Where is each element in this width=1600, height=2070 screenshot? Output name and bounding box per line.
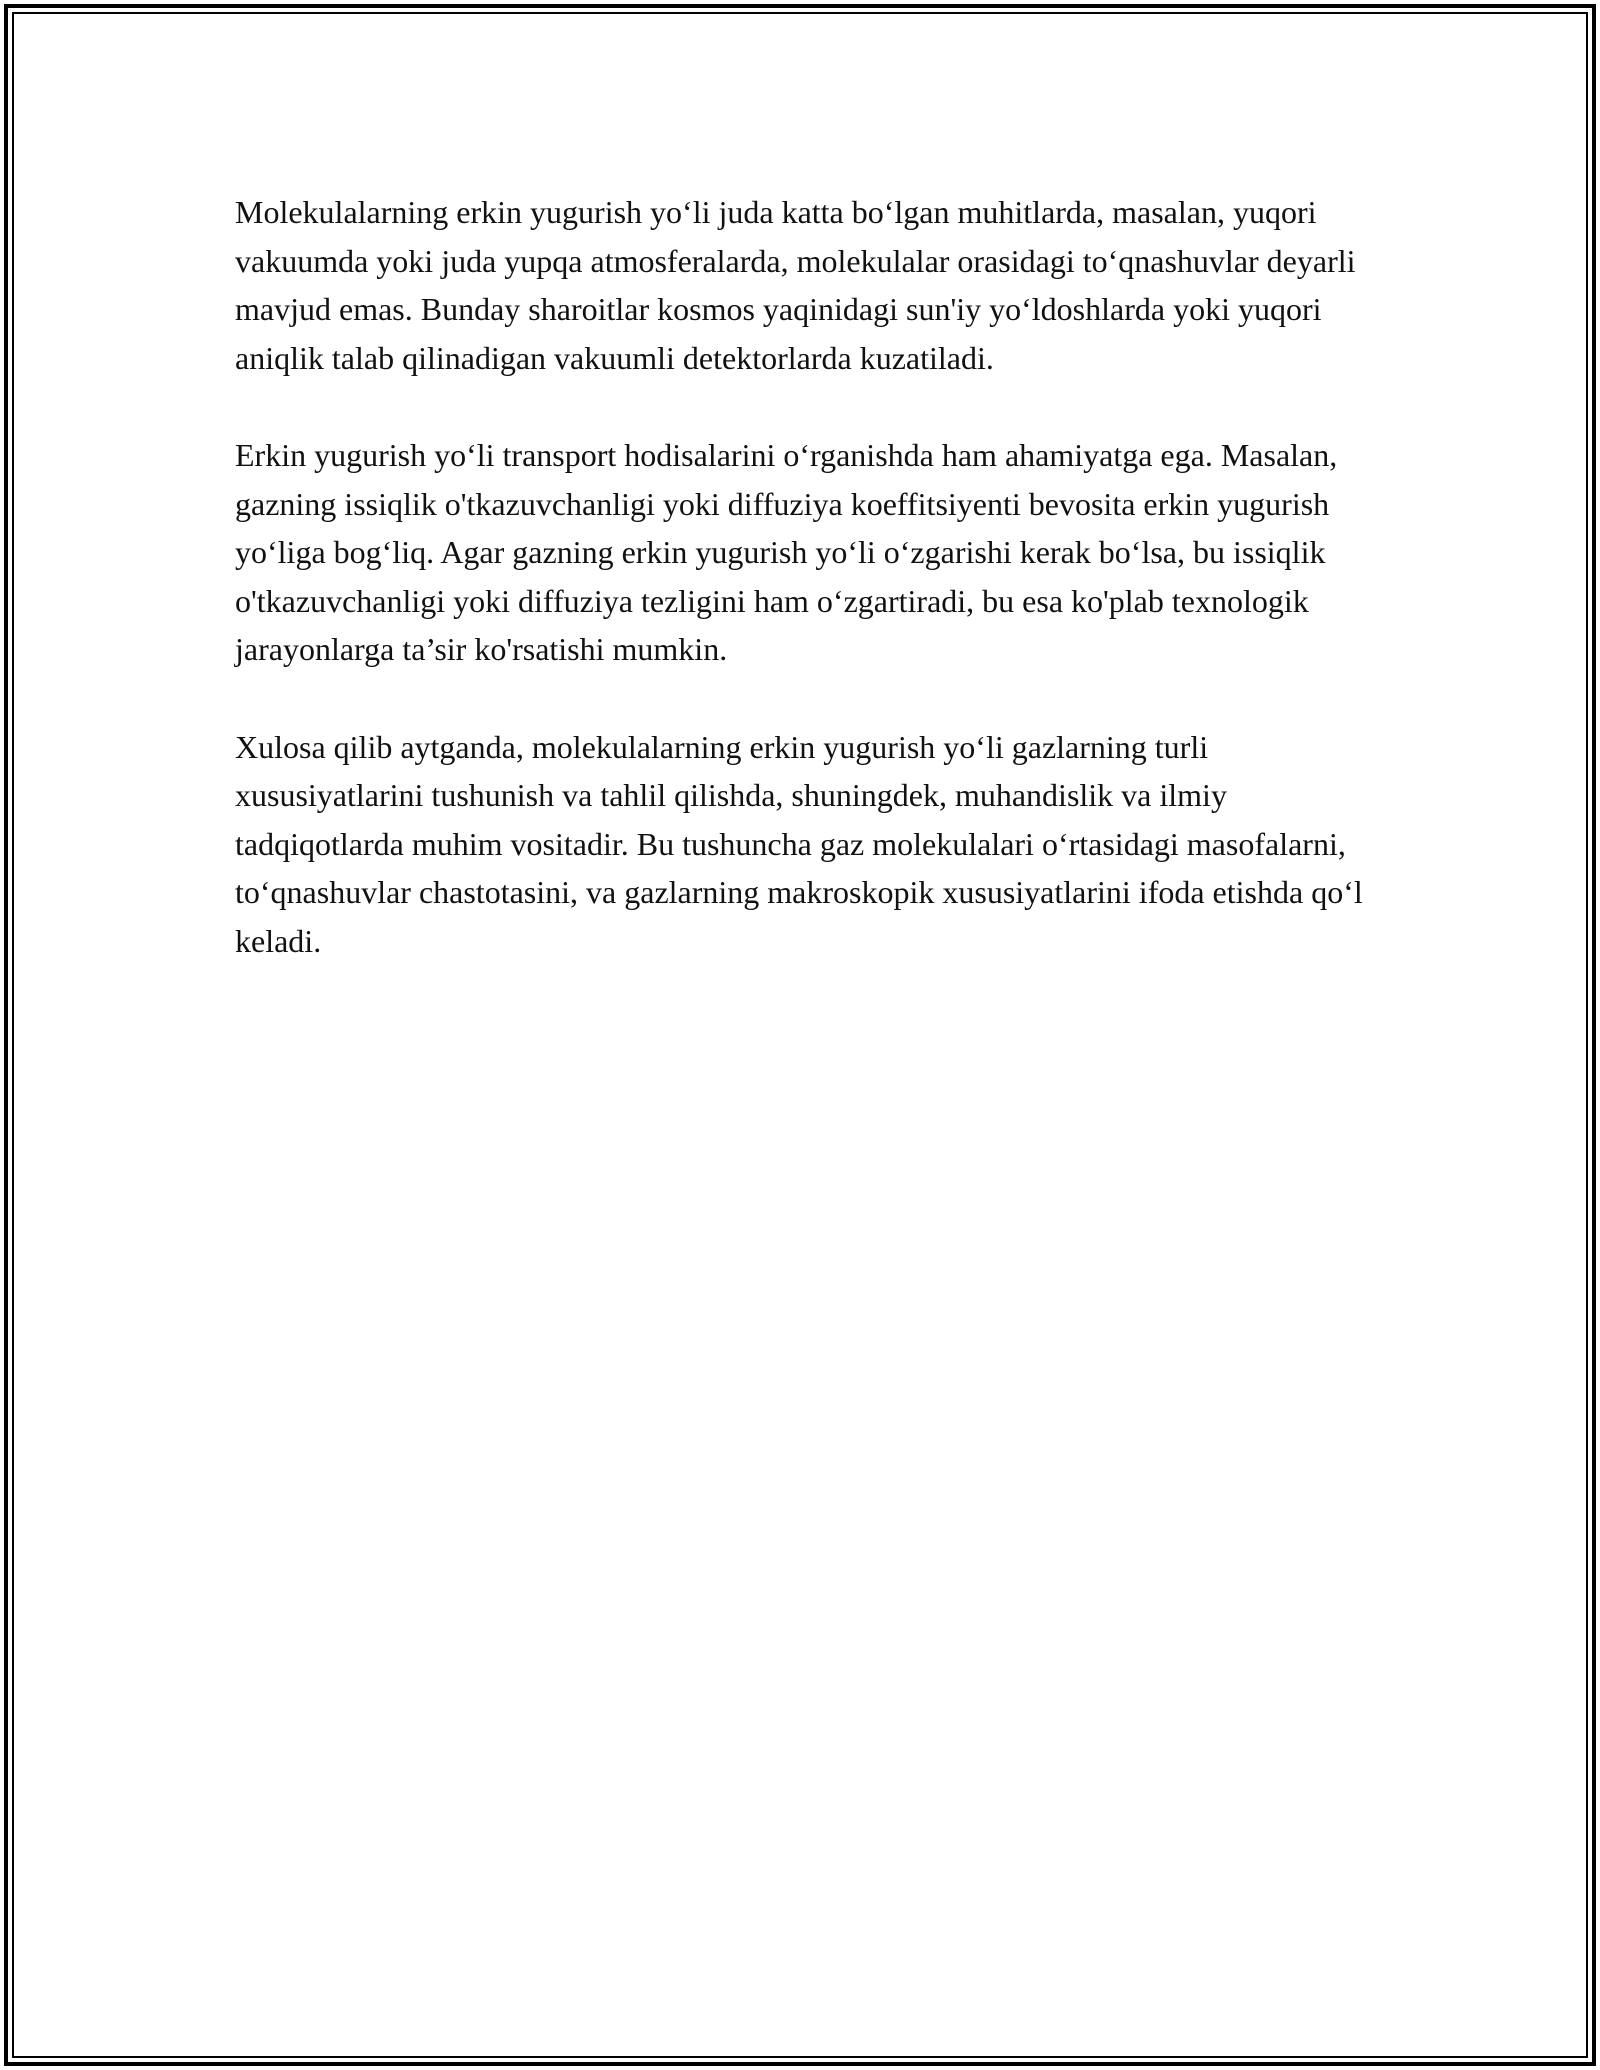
document-body bbox=[235, 188, 1375, 1014]
paragraph-1: Molekulalarning erkin yugurish yo‘li juda katta bo‘lgan muhitlarda, masalan, yuqori vakuumda yoki juda yupqa atmosferalarda, molekulalar orasidagi to‘qnashuvlar deyarli mavjud emas. Bunday sharoitlar kosmos yaqinidagi sun'iy yo‘ldoshlarda yoki yuqori aniqlik talab qilinadigan vakuumli detektorlarda kuzatiladi. bbox=[235, 194, 1356, 376]
paragraph-2: Erkin yugurish yo‘li transport hodisalarini o‘rganishda ham ahamiyatga ega. Masalan, gazning issiqlik o'tkazuvchanligi yoki diffuziya koeffitsiyenti bevosita erkin yugurish yo‘liga bog‘liq. Agar gazning erkin yugurish yo‘li o‘zgarishi kerak bo‘lsa, bu issiqlik o'tkazuvchanligi yoki diffuziya tezligini ham o‘zgartiradi, bu esa ko'plab texnologik jarayonlarga ta’sir ko'rsatishi mumkin. bbox=[235, 437, 1338, 667]
paragraph-3: Xulosa qilib aytganda, molekulalarning erkin yugurish yo‘li gazlarning turli xususiyatlarini tushunish va tahlil qilishda, shuningdek, muhandislik va ilmiy tadqiqotlarda muhim vositadir. Bu tushuncha gaz molekulalari o‘rtasidagi masofalarni, to‘qnashuvlar chastotasini, va gazlarning makroskopik xususiyatlarini ifoda etishda qo‘l keladi. bbox=[235, 728, 1363, 959]
